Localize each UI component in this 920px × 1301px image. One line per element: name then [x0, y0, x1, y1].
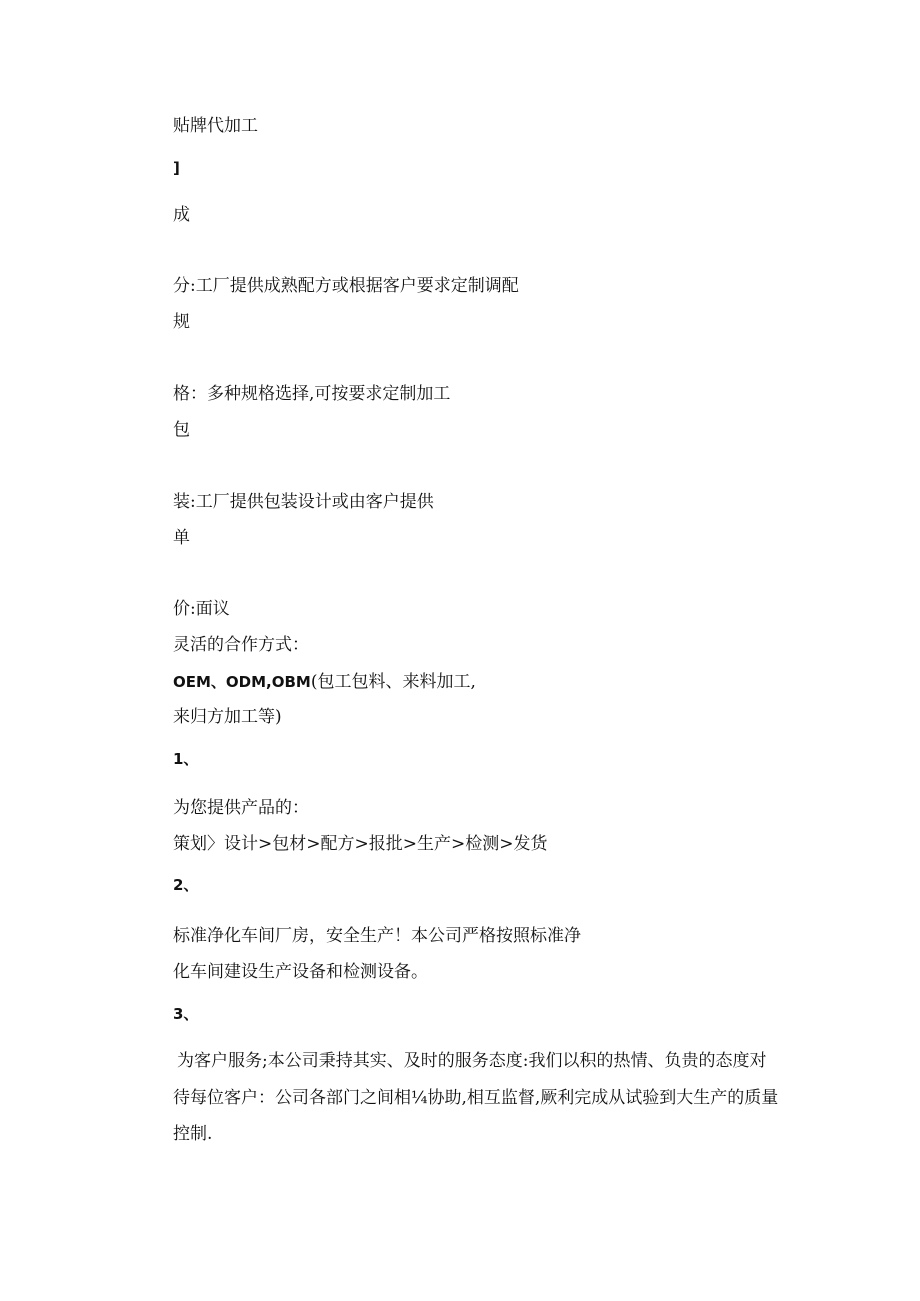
spec-body: 格：多种规格选择,可按要求定制加工 — [173, 384, 451, 404]
package-head: 包 — [173, 420, 190, 440]
spec-head: 规 — [173, 312, 190, 332]
cooperation-modes: OEM、ODM,OBM — [173, 673, 311, 691]
cooperation-modes-detail: (包工包料、来料加工, — [310, 672, 476, 692]
item-3-line-1: 为客户服务;本公司秉持其实、及时的服务态度:我们以积的热情、负贵的态度对 — [177, 1051, 767, 1071]
ingredient-body: 分:工厂提供成熟配方或根据客户要求定制调配 — [173, 276, 519, 296]
item-3-number: 3、 — [173, 1005, 199, 1023]
item-1-number: 1、 — [173, 750, 199, 768]
bracket-mark: ] — [173, 159, 180, 177]
item-1-line-1: 为您提供产品的： — [173, 798, 309, 818]
price-body: 价:面议 — [173, 599, 230, 619]
item-2-number: 2、 — [173, 876, 199, 894]
price-head: 单 — [173, 528, 190, 548]
package-body: 装:工厂提供包装设计或由客户提供 — [173, 492, 434, 512]
ingredient-head: 成 — [173, 205, 190, 225]
item-3-line-3: 控制. — [173, 1124, 213, 1144]
item-3-line-2: 待每位客户：公司各部门之间相¼协助,相互监督,厥利完成从试验到大生产的质量 — [173, 1088, 779, 1108]
document-title: 贴牌代加工 — [173, 116, 258, 136]
cooperation-title: 灵活的合作方式： — [173, 635, 309, 655]
cooperation-modes-detail-2: 来归方加工等) — [173, 707, 282, 727]
item-2-line-1: 标准净化车间厂房，安全生产！本公司严格按照标准净 — [173, 926, 581, 946]
item-1-line-2: 策划〉设计>包材>配方>报批>生产>检测>发货 — [173, 834, 548, 854]
item-2-line-2: 化车间建设生产设备和检测设备。 — [173, 962, 428, 982]
cooperation-modes-line — [173, 671, 476, 693]
